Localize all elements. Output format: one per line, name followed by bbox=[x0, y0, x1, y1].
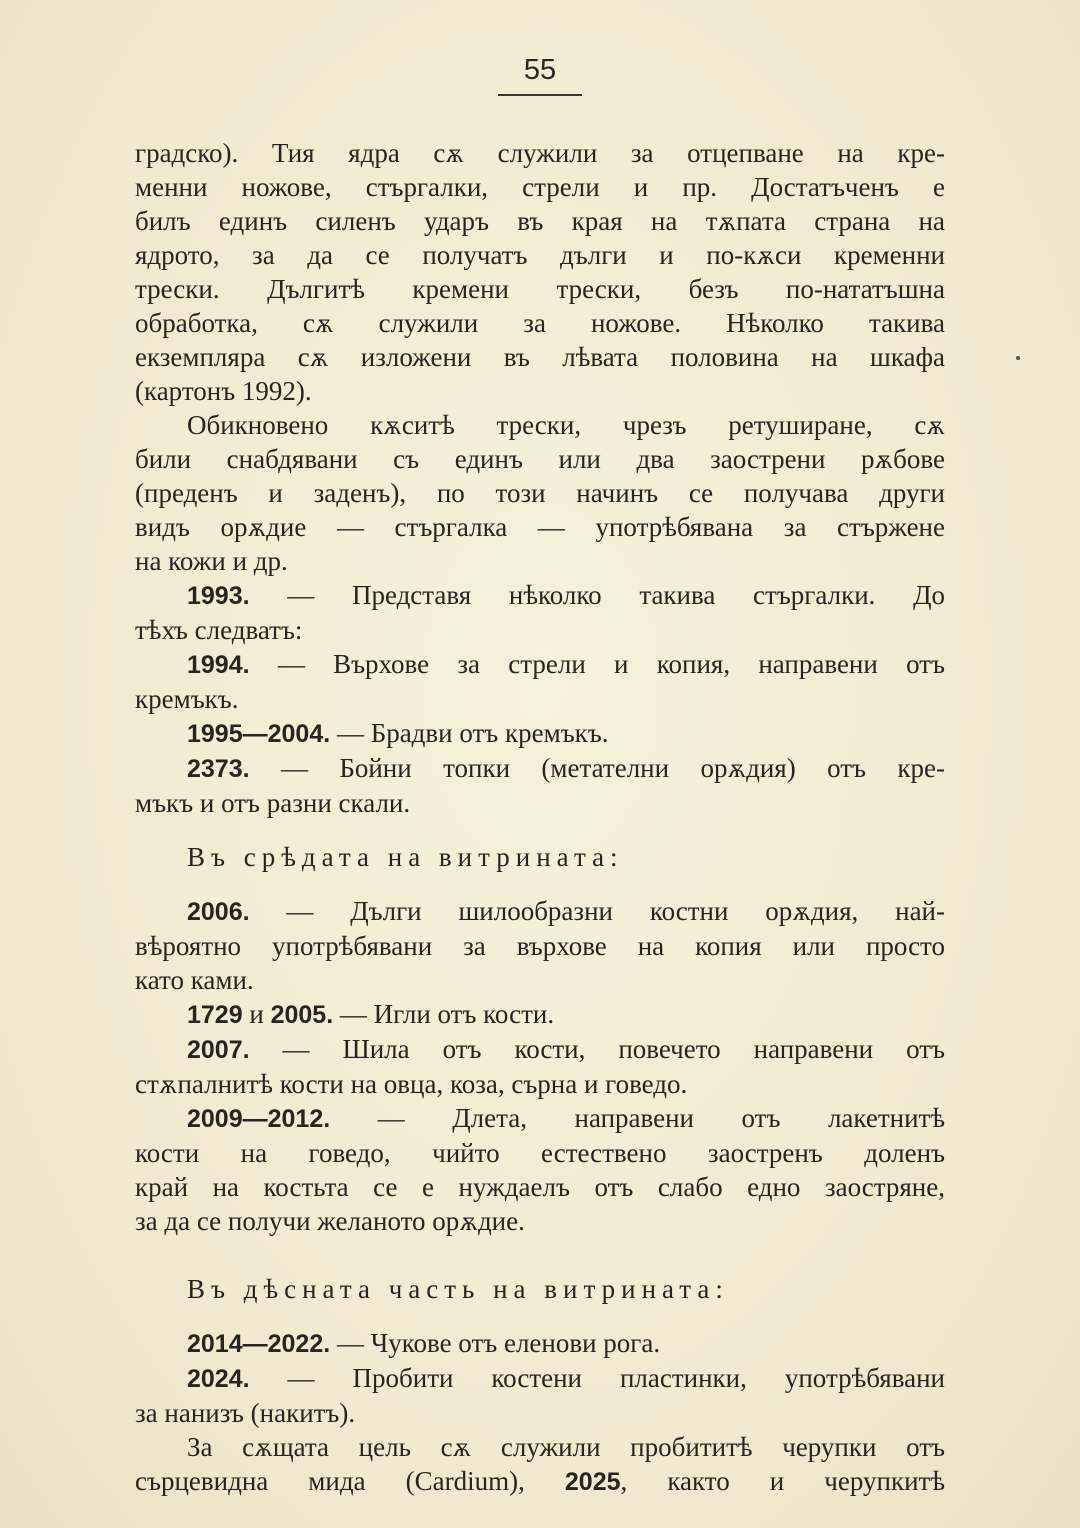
paragraph-cores bbox=[135, 136, 945, 408]
catalog-number: 1995—2004. bbox=[187, 720, 331, 748]
entry-2009-2012 bbox=[135, 1101, 945, 1238]
entry-1995-2004 bbox=[135, 716, 945, 751]
page-number-rule bbox=[498, 94, 582, 96]
text-line: Обикновено кѫситѣ трески, чрезъ ретуширане, сѫ bbox=[187, 410, 945, 440]
entry-2007 bbox=[135, 1032, 945, 1101]
text-line: За сѫщата цель сѫ служили пробититѣ черупки отъ bbox=[187, 1432, 945, 1462]
catalog-number: 2005. bbox=[270, 1001, 334, 1029]
paper-speck bbox=[1016, 356, 1020, 360]
section-heading-right: Въ дѣсната часть на витрината: bbox=[187, 1274, 729, 1304]
entry-2006 bbox=[135, 894, 945, 997]
entry-2024 bbox=[135, 1361, 945, 1430]
text-line: край на костьта се е нуждаелъ отъ слабо едно заостряне, bbox=[135, 1172, 945, 1202]
text-line: билъ единъ силенъ ударъ въ края на тѫпата страна на bbox=[135, 206, 945, 236]
entry-text: — Шила отъ кости, повечето направени отъ bbox=[249, 1034, 945, 1064]
section-heading-middle: Въ срѣдата на витрината: bbox=[187, 842, 624, 872]
entry-text: — Брадви отъ кремъкъ. bbox=[330, 718, 609, 748]
text-line: тѣхъ следватъ: bbox=[135, 615, 303, 645]
spacer bbox=[135, 874, 945, 894]
text-line: кремъкъ. bbox=[135, 684, 239, 714]
text-line bbox=[135, 1361, 945, 1396]
catalog-number: 2014—2022. bbox=[187, 1330, 331, 1358]
catalog-number: 2024. bbox=[187, 1365, 250, 1393]
entry-text: — Игли отъ кости. bbox=[333, 999, 555, 1029]
catalog-number: 2373. bbox=[187, 755, 250, 783]
text-line: като ками. bbox=[135, 965, 254, 995]
spacer bbox=[135, 820, 945, 840]
text-line bbox=[135, 1032, 945, 1067]
text-line bbox=[135, 894, 945, 929]
text-line: видъ орѫдие — стъргалка — употрѣбявана за стържене bbox=[135, 512, 945, 542]
entry-2373 bbox=[135, 751, 945, 820]
spacer bbox=[135, 1306, 945, 1326]
page-number: 55 bbox=[523, 54, 557, 86]
text-line: (преденъ и заденъ), по този начинъ се получава други bbox=[135, 478, 945, 508]
text-line: стѫпалнитѣ кости на овца, коза, сърна и говедо. bbox=[135, 1069, 688, 1099]
entry-1994 bbox=[135, 647, 945, 716]
body-text bbox=[135, 136, 945, 1499]
catalog-number: 1994. bbox=[187, 651, 250, 679]
text-line bbox=[135, 1326, 945, 1361]
text-line bbox=[135, 647, 945, 682]
text-line bbox=[135, 578, 945, 613]
text-line: за да се получи желаното орѫдие. bbox=[135, 1206, 525, 1236]
text-line: кости на говедо, чийто естествено заостренъ доленъ bbox=[135, 1138, 945, 1168]
text-line: мъкъ и отъ разни скали. bbox=[135, 788, 411, 818]
entry-1729-2005 bbox=[135, 997, 945, 1032]
text-line bbox=[135, 751, 945, 786]
entry-text: , както и черупкитѣ bbox=[620, 1466, 945, 1496]
entry-text: — Чукове отъ еленови рога. bbox=[330, 1328, 661, 1358]
entry-text: — Бойни топки (метателни орѫдия) отъ кре- bbox=[249, 753, 945, 783]
entry-text: сърцевидна мида (Cardium), bbox=[135, 1466, 565, 1496]
text-line: градско). Тия ядра сѫ служили за отцепване на кре- bbox=[135, 138, 945, 168]
text-line bbox=[135, 1464, 945, 1499]
catalog-number: 2009—2012. bbox=[187, 1105, 331, 1133]
text-line: (картонъ 1992). bbox=[135, 376, 312, 406]
text-line: ядрото, за да се получатъ дълги и по-кѫси кременни bbox=[135, 240, 945, 270]
text-line: обработка, сѫ служили за ножове. Нѣколко такива bbox=[135, 308, 945, 338]
entry-text: — Пробити костени пластинки, употрѣбявани bbox=[249, 1363, 945, 1393]
paragraph-scrapers bbox=[135, 408, 945, 578]
catalog-number: 1729 bbox=[187, 1001, 243, 1029]
entry-1993 bbox=[135, 578, 945, 647]
catalog-number: 2006. bbox=[187, 898, 250, 926]
entry-text: — Представя нѣколко такива стъргалки. До bbox=[249, 580, 945, 610]
text-line bbox=[135, 997, 945, 1032]
entry-2014-2022 bbox=[135, 1326, 945, 1361]
entry-text: — Върхове за стрели и копия, направени отъ bbox=[249, 649, 945, 679]
text-line: менни ножове, стъргалки, стрели и пр. Достатъченъ е bbox=[135, 172, 945, 202]
entry-text: и bbox=[242, 999, 271, 1029]
text-line bbox=[135, 1101, 945, 1136]
catalog-number: 1993. bbox=[187, 582, 250, 610]
text-line: на кожи и др. bbox=[135, 546, 288, 576]
text-line: вѣроятно употрѣбявани за върхове на копия или просто bbox=[135, 931, 945, 961]
text-line bbox=[135, 716, 945, 751]
text-line: били снабдявани съ единъ или два заострени рѫбове bbox=[135, 444, 945, 474]
entry-text: — Дълги шилообразни костни орѫдия, най- bbox=[249, 896, 945, 926]
catalog-number: 2007. bbox=[187, 1036, 250, 1064]
catalog-number: 2025 bbox=[564, 1468, 621, 1496]
text-line: екземпляра сѫ изложени въ лѣвата половина на шкафа bbox=[135, 342, 945, 372]
entry-text: — Длета, направени отъ лакетнитѣ bbox=[330, 1103, 945, 1133]
text-line: трески. Дългитѣ кремени трески, безъ по-нататъшна bbox=[135, 274, 945, 304]
paragraph-cardium bbox=[135, 1430, 945, 1499]
text-line: за нанизъ (накитъ). bbox=[135, 1398, 356, 1428]
spacer bbox=[135, 1238, 945, 1272]
